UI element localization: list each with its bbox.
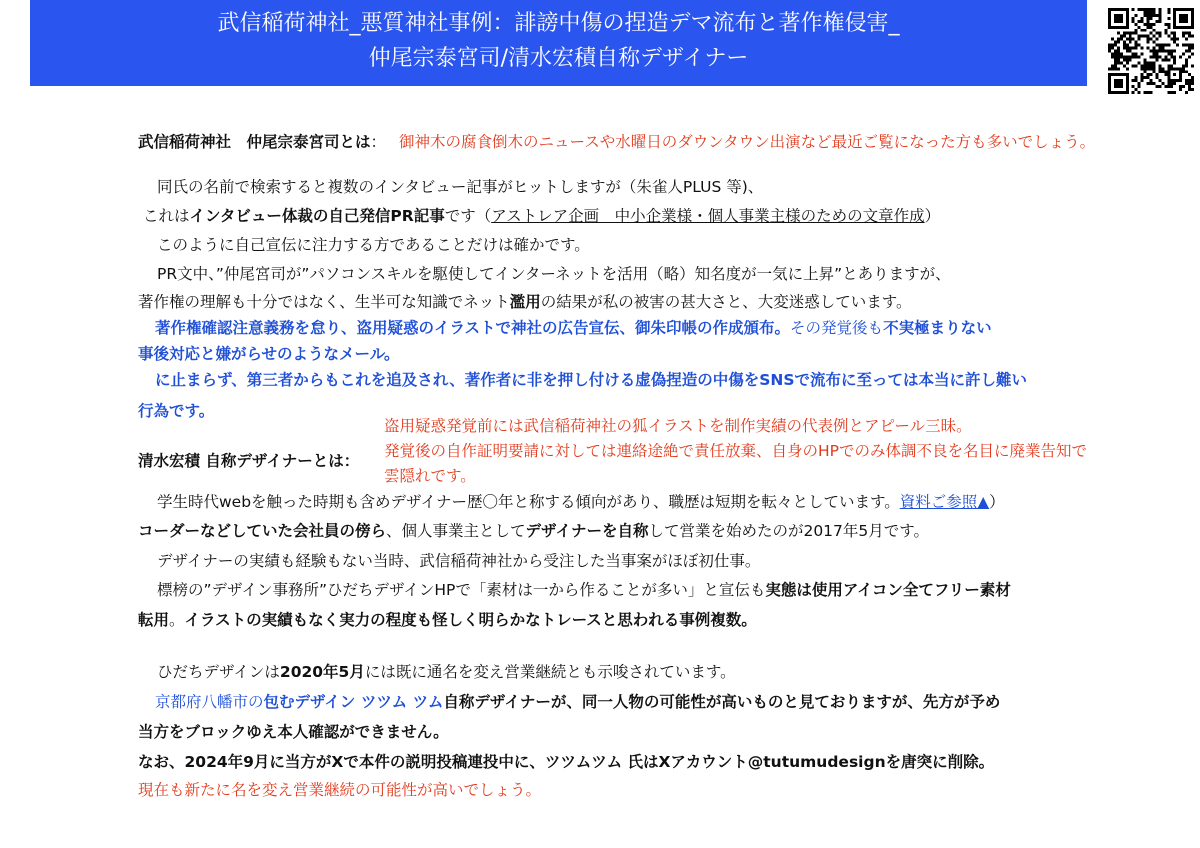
page-title-line1: 武信稲荷神社_悪質神社事例：誹謗中傷の捏造デマ流布と著作権侵害_ — [217, 11, 900, 36]
s2-line2: コーダーなどしていた会社員の傍ら、個人事業主としてデザイナーを自称して営業を始めたのが2017年5月です。 — [138, 522, 930, 540]
s2-red2: 発覚後の自作証明要請に対しては連絡途絶で責任放棄、自身のHPでのみ体調不良を名目に廃業告知で — [384, 442, 1088, 460]
reference-link[interactable]: 資料ご参照▲ — [899, 493, 990, 511]
qr-code-icon[interactable] — [1108, 8, 1194, 94]
intro-label: 武信稲荷神社 仲尾宗泰宮司とは — [138, 133, 371, 151]
s1-line1: 同氏の名前で検索すると複数のインタビュー記事がヒットしますが（朱雀人PLUS 等)、 — [157, 178, 764, 196]
astrea-link[interactable]: アストレア企画 中小企業様・個人事業主様のための文章作成 — [491, 207, 925, 225]
intro-line — [138, 132, 1095, 152]
s1-line7: 事後対応と嫌がらせのようなメール。 — [138, 345, 400, 363]
s1-line4: PR文中、”仲尾宮司が”パソコンスキルを駆使してインターネットを活用（略）知名度が一気に上昇”とありますが、 — [157, 265, 951, 283]
s1-line2: これはインタビュー体裁の自己発信PR記事です（アストレア企画 中小企業様・個人事業主様のための文章作成） — [143, 207, 941, 225]
s3-line3: 当方をブロックゆえ本人確認ができません。 — [138, 723, 449, 741]
s3-line1: ひだちデザインは2020年5月には既に通名を変え営業継続とも示唆されています。 — [157, 663, 736, 681]
s2-line3: デザイナーの実績も経験もない当時、武信稲荷神社から受注した当事案がほぼ初仕事。 — [157, 552, 761, 570]
s3-line4: なお、2024年9月に当方がXで本件の説明投稿連投中に、ツツムツム 氏はXアカウント@tutumudesignを唐突に削除。 — [138, 753, 995, 771]
s2-label: 清水宏積 自称デザイナーとは： — [138, 452, 360, 470]
title-banner — [30, 0, 1087, 86]
s2-line4: 標榜の”デザイン事務所”ひだちデザインHPで「素材は一から作ることが多い」と宣伝も実態は使用アイコン全てフリー素材 — [157, 581, 1011, 599]
s2-line1: 学生時代webを触った時期も含めデザイナー歴〇年と称する傾向があり、職歴は短期を転々としています。資料ご参照▲） — [157, 493, 1005, 511]
s1-line9: 行為です。 — [138, 402, 215, 420]
s2-red1: 盗用疑惑発覚前には武信稲荷神社の狐イラストを制作実績の代表例とアピール三昧。 — [384, 417, 972, 435]
s2-red3: 雲隠れです。 — [384, 467, 476, 485]
s2-line5: 転用。イラストの実績もなく実力の程度も怪しく明らかなトレースと思われる事例複数。 — [138, 611, 757, 629]
intro-highlight: 御神木の腐食倒木のニュースや水曜日のダウンタウン出演など最近ご覧になった方も多いでしょう。 — [398, 133, 1096, 151]
s1-line5: 著作権の理解も十分ではなく、生半可な知識でネット濫用の結果が私の被害の甚大さと、大変迷惑しています。 — [138, 293, 912, 311]
s3-line5: 現在も新たに名を変え営業継続の可能性が高いでしょう。 — [138, 781, 542, 799]
page-title-line2: 仲尾宗泰宮司/清水宏積自称デザイナー — [368, 46, 749, 71]
s1-line8: に止まらず、第三者からもこれを追及され、著作者に非を押し付ける虚偽捏造の中傷をSNSで流布に至っては本当に許し難い — [155, 371, 1027, 389]
s3-line2: 京都府八幡市の包むデザイン ツツム ツム自称デザイナーが、同一人物の可能性が高いものと見ておりますが、先方が予め — [155, 693, 1001, 711]
intro-colon: ： — [370, 133, 387, 151]
s1-line6: 著作権確認注意義務を怠り、盗用疑惑のイラストで神社の広告宣伝、御朱印帳の作成頒布。その発覚後も不実極まりない — [155, 319, 992, 337]
s1-line3: このように自己宣伝に注力する方であることだけは確かです。 — [157, 236, 590, 254]
